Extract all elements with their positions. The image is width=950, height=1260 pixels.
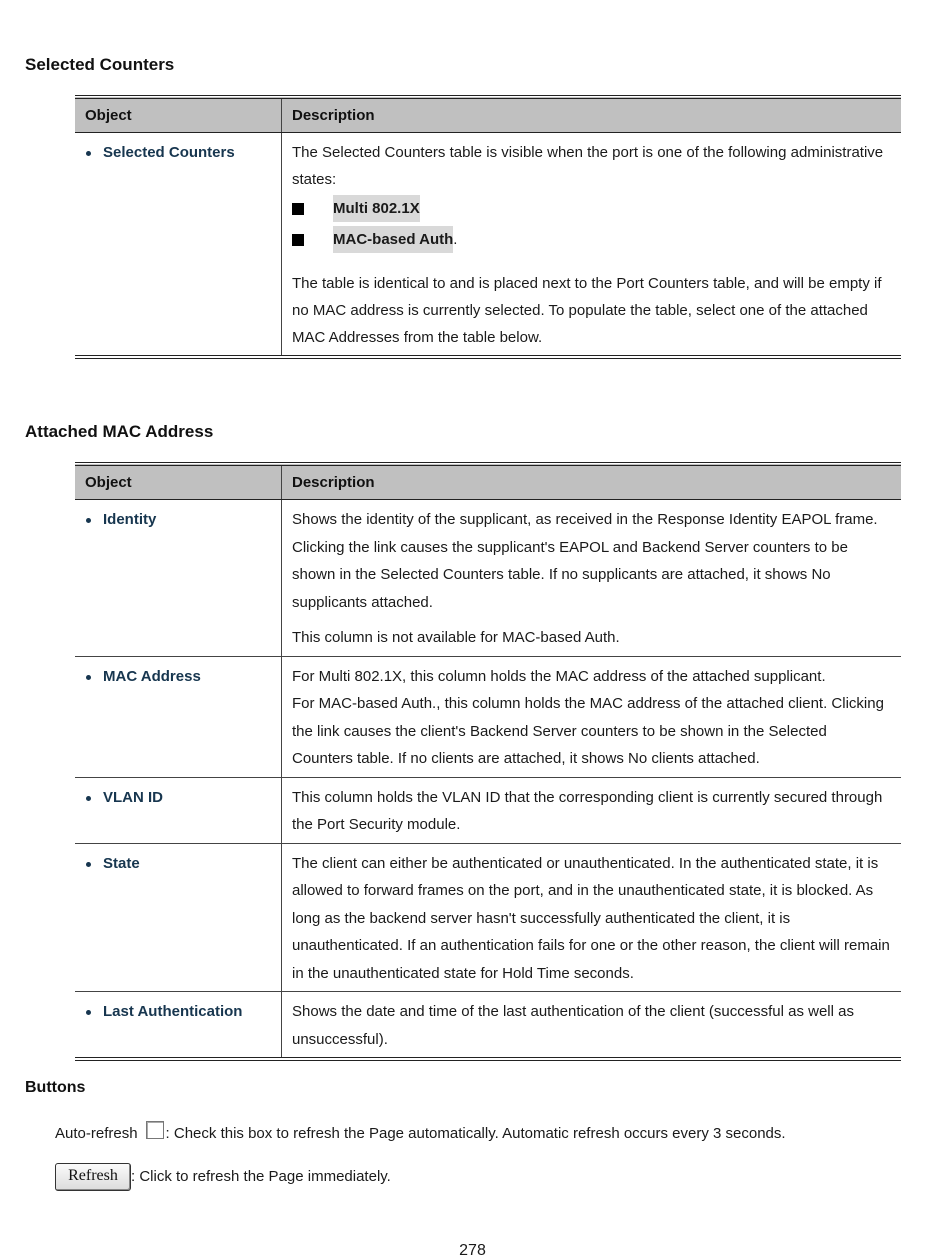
- list-item: [292, 193, 891, 224]
- table-row: [75, 133, 901, 358]
- auto-refresh-checkbox[interactable]: [146, 1121, 164, 1139]
- refresh-button[interactable]: Refresh: [55, 1163, 131, 1191]
- attached-mac-heading: Attached MAC Address: [25, 422, 214, 441]
- state-mac-based-auth: MAC-based Auth: [333, 226, 453, 253]
- buttons-heading: Buttons: [25, 1079, 86, 1096]
- object-selected-counters: Selected Counters: [85, 139, 271, 166]
- square-bullet-icon: [292, 203, 304, 215]
- state-multi-8021x: Multi 802.1X: [333, 195, 420, 222]
- square-bullet-icon: [292, 234, 304, 246]
- selected-counters-note: The table is identical to and is placed next to the Port Counters table, and will be empty if no MAC address is currently selected. To populate the table, select one of the attached MAC Addresses from the table below.: [292, 275, 882, 346]
- table-row: [75, 500, 901, 657]
- auto-refresh-label: Auto-refresh: [55, 1125, 138, 1142]
- auto-refresh-description: : Check this box to refresh the Page automatically. Automatic refresh occurs every 3 seconds.: [165, 1125, 786, 1142]
- auto-refresh-line: [55, 1121, 786, 1142]
- last-authentication-description: Shows the date and time of the last authentication of the client (successful as well as unsuccessful).: [292, 1003, 854, 1048]
- object-identity: Identity: [85, 506, 271, 534]
- identity-description: Shows the identity of the supplicant, as received in the Response Identity EAPOL frame. Clicking the link causes the supplicant's EAPOL and Backend Server counters to be shown in the Selected Counters table. If no supplicants are attached, it shows No supplicants attached.: [292, 511, 878, 611]
- identity-note: This column is not available for MAC-based Auth.: [292, 629, 620, 646]
- table-row: [75, 843, 901, 992]
- list-item: [292, 224, 891, 255]
- selected-counters-table: [75, 95, 901, 359]
- page-number: 278: [459, 1242, 486, 1259]
- table-row: [75, 992, 901, 1060]
- object-mac-address: MAC Address: [85, 663, 271, 691]
- object-last-authentication: Last Authentication: [85, 998, 271, 1026]
- state-description: The client can either be authenticated or unauthenticated. In the authenticated state, it is allowed to forward frames on the port, and in the unauthenticated state, it is blocked. As long as the backend server hasn't successfully authenticated the client, it is unauthenticated. If an authentication fails for one or the other reason, the client will remain in the unauthenticated state for Hold Time seconds.: [292, 854, 890, 982]
- state-suffix: .: [453, 231, 458, 248]
- vlan-id-description: This column holds the VLAN ID that the corresponding client is currently secured through the Port Security module.: [292, 788, 883, 833]
- mac-address-description-2: For MAC-based Auth., this column holds the MAC address of the attached client. Clicking the link causes the client's Backend Server counters to be shown in the Selected Counters table. If no clients are attached, it shows No clients attached.: [292, 695, 884, 767]
- table-row: [75, 656, 901, 777]
- description-column-header: Description: [282, 97, 902, 133]
- refresh-line: [55, 1163, 391, 1191]
- object-vlan-id: VLAN ID: [85, 784, 271, 812]
- object-column-header: Object: [75, 97, 282, 133]
- refresh-description: : Click to refresh the Page immediately.: [131, 1167, 391, 1185]
- attached-mac-table: [75, 462, 901, 1061]
- selected-counters-intro: The Selected Counters table is visible when the port is one of the following administrative states:: [292, 144, 884, 188]
- mac-address-description: For Multi 802.1X, this column holds the MAC address of the attached supplicant.: [292, 667, 826, 685]
- selected-counters-heading: Selected Counters: [25, 55, 175, 74]
- object-column-header: Object: [75, 464, 282, 500]
- table-row: [75, 777, 901, 843]
- object-state: State: [85, 850, 271, 878]
- description-column-header: Description: [282, 464, 902, 500]
